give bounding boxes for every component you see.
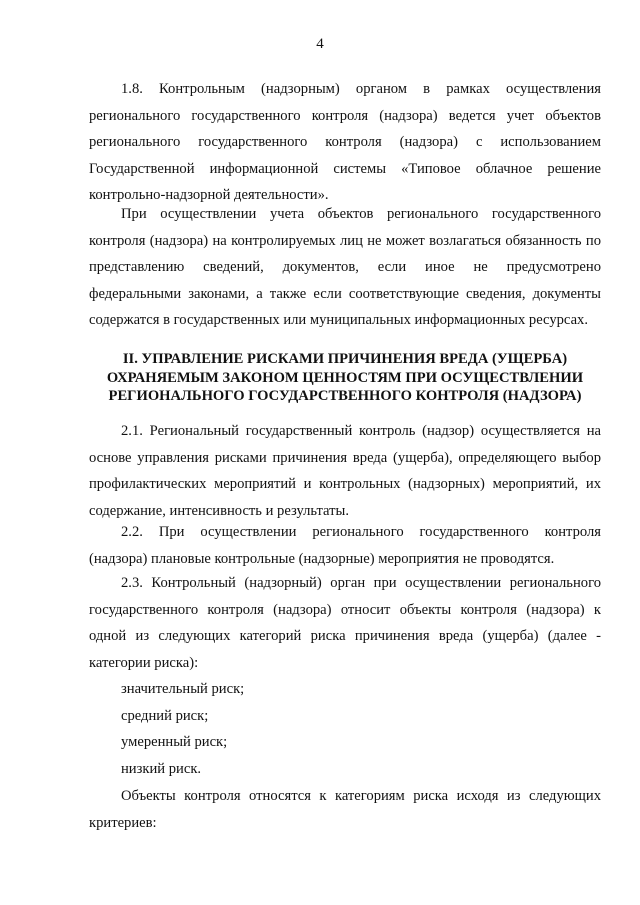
paragraph-2-2: 2.2. При осуществлении регионального государственного контроля (надзора) плановые контрольные (надзорные) мероприятия не проводятся. bbox=[89, 524, 601, 567]
risk-category-item: значительный риск; bbox=[121, 681, 245, 697]
risk-category-item: умеренный риск; bbox=[121, 734, 228, 750]
paragraph-accounting: При осуществлении учета объектов регионального государственного контроля (надзора) на контролируемых лиц не может возлагаться обязанность по представлению сведений, документов, если иное не предусмотрено федеральными законами, а также если соответствующие сведения, документы содержатся в государственных или муниципальных информационных ресурсах. bbox=[89, 206, 601, 328]
paragraph-2-3: 2.3. Контрольный (надзорный) орган при осуществлении регионального государственного контроля (надзора) относит объекты контроля (надзора) к одной из следующих категорий риска причинения вреда (ущерба) (далее - категории риска): bbox=[89, 575, 601, 671]
section-heading-line-2: ОХРАНЯЕМЫМ ЗАКОНОМ ЦЕННОСТЯМ ПРИ ОСУЩЕСТВЛЕНИИ bbox=[106, 369, 584, 386]
page-number: 4 bbox=[316, 36, 324, 52]
risk-category-item: низкий риск. bbox=[121, 761, 202, 777]
paragraph-2-1: 2.1. Региональный государственный контроль (надзор) осуществляется на основе управления рисками причинения вреда (ущерба), определяющего выбор профилактических мероприятий и контрольных (надзорных) мероприятий, их содержание, интенсивность и результаты. bbox=[89, 423, 601, 519]
section-heading-line-1: II. УПРАВЛЕНИЕ РИСКАМИ ПРИЧИНЕНИЯ ВРЕДА (УЩЕРБА) bbox=[122, 351, 568, 367]
paragraph-criteria: Объекты контроля относятся к категориям риска исходя из следующих критериев: bbox=[89, 788, 601, 831]
paragraph-1-8: 1.8. Контрольным (надзорным) органом в рамках осуществления регионального государственного контроля (надзора) ведется учет объектов регионального государственного контроля (надзора) с использованием Государственной информационной системы «Типовое облачное решение контрольно-надзорной деятельности». bbox=[89, 81, 601, 203]
section-heading bbox=[89, 350, 601, 406]
risk-category-item: средний риск; bbox=[121, 708, 209, 724]
section-heading-line-3: РЕГИОНАЛЬНОГО ГОСУДАРСТВЕННОГО КОНТРОЛЯ (НАДЗОРА) bbox=[108, 388, 582, 404]
